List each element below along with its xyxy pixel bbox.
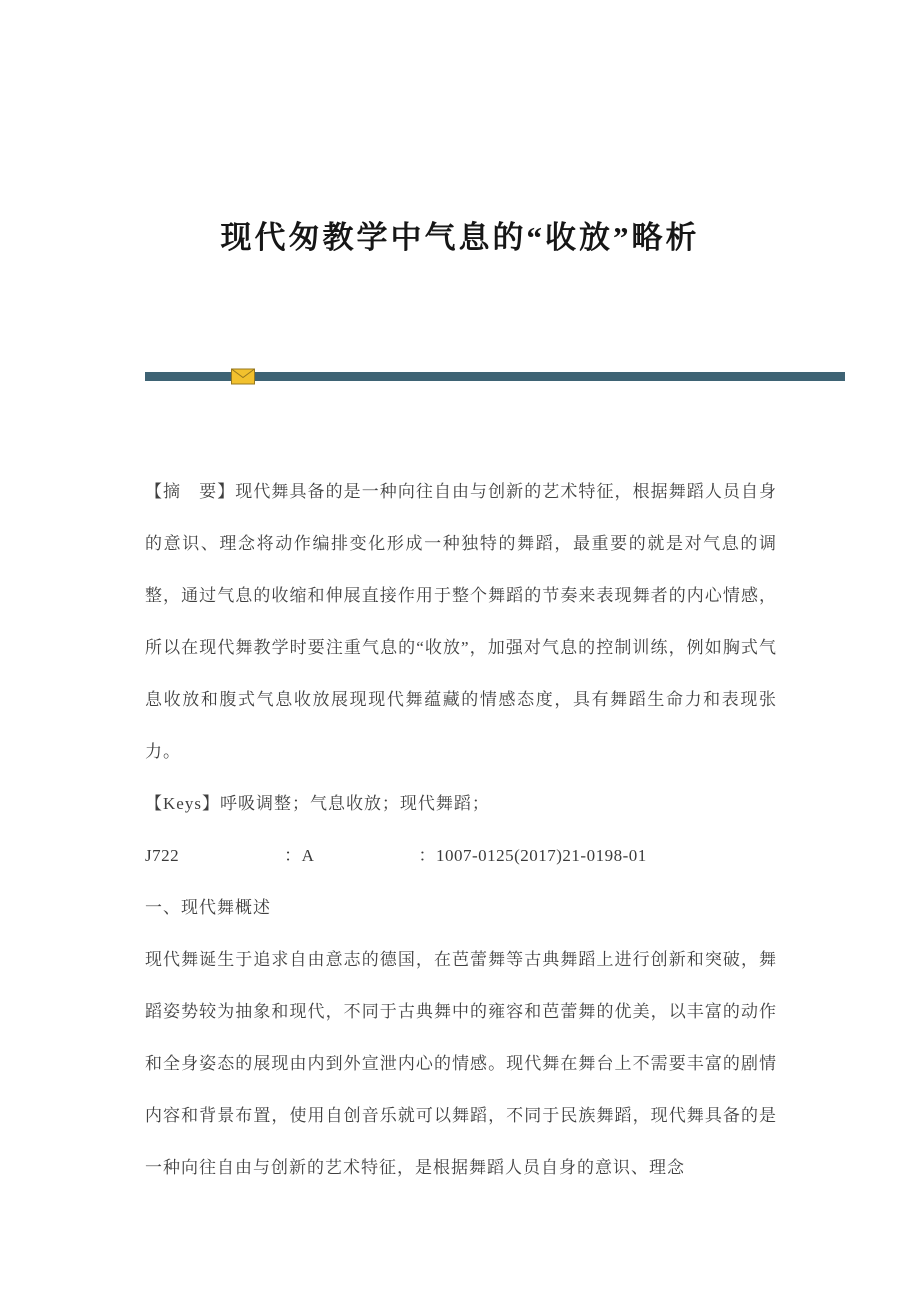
- keywords-line: 【Keys】呼吸调整；气息收放；现代舞蹈；: [145, 794, 490, 813]
- document-title: 现代匆教学中气息的“收放”略析: [220, 220, 700, 255]
- abstract-paragraph: 【摘 要】现代舞具备的是一种向往自由与创新的艺术特征，根据舞蹈人员自身的意识、理念将动作编排变化形成一种独特的舞蹈，最重要的就是对气息的调整，通过气息的收缩和伸展直接作用于整个舞蹈的节奏来表现舞者的内心情感，所以在现代舞教学时要注重气息的“收放”，加强对气息的控制训练，例如胸式气息收放和腹式气息收放展现现代舞蕴藏的情感态度，具有舞蹈生命力和表现张力。: [145, 482, 777, 761]
- section-heading: 一、现代舞概述: [145, 898, 271, 917]
- classification-line: J722 ：A ：1007-0125(2017)21-0198-01: [145, 846, 647, 865]
- envelope-icon: [231, 368, 255, 385]
- body-paragraph: 现代舞诞生于追求自由意志的德国，在芭蕾舞等古典舞蹈上进行创新和突破，舞蹈姿势较为抽象和现代，不同于古典舞中的雍容和芭蕾舞的优美，以丰富的动作和全身姿态的展现由内到外宣泄内心的情感。现代舞在舞台上不需要丰富的剧情内容和背景布置，使用自创音乐就可以舞蹈，不同于民族舞蹈，现代舞具备的是一种向往自由与创新的艺术特征，是根据舞蹈人员自身的意识、理念: [145, 950, 777, 1177]
- document-body: [145, 466, 777, 1194]
